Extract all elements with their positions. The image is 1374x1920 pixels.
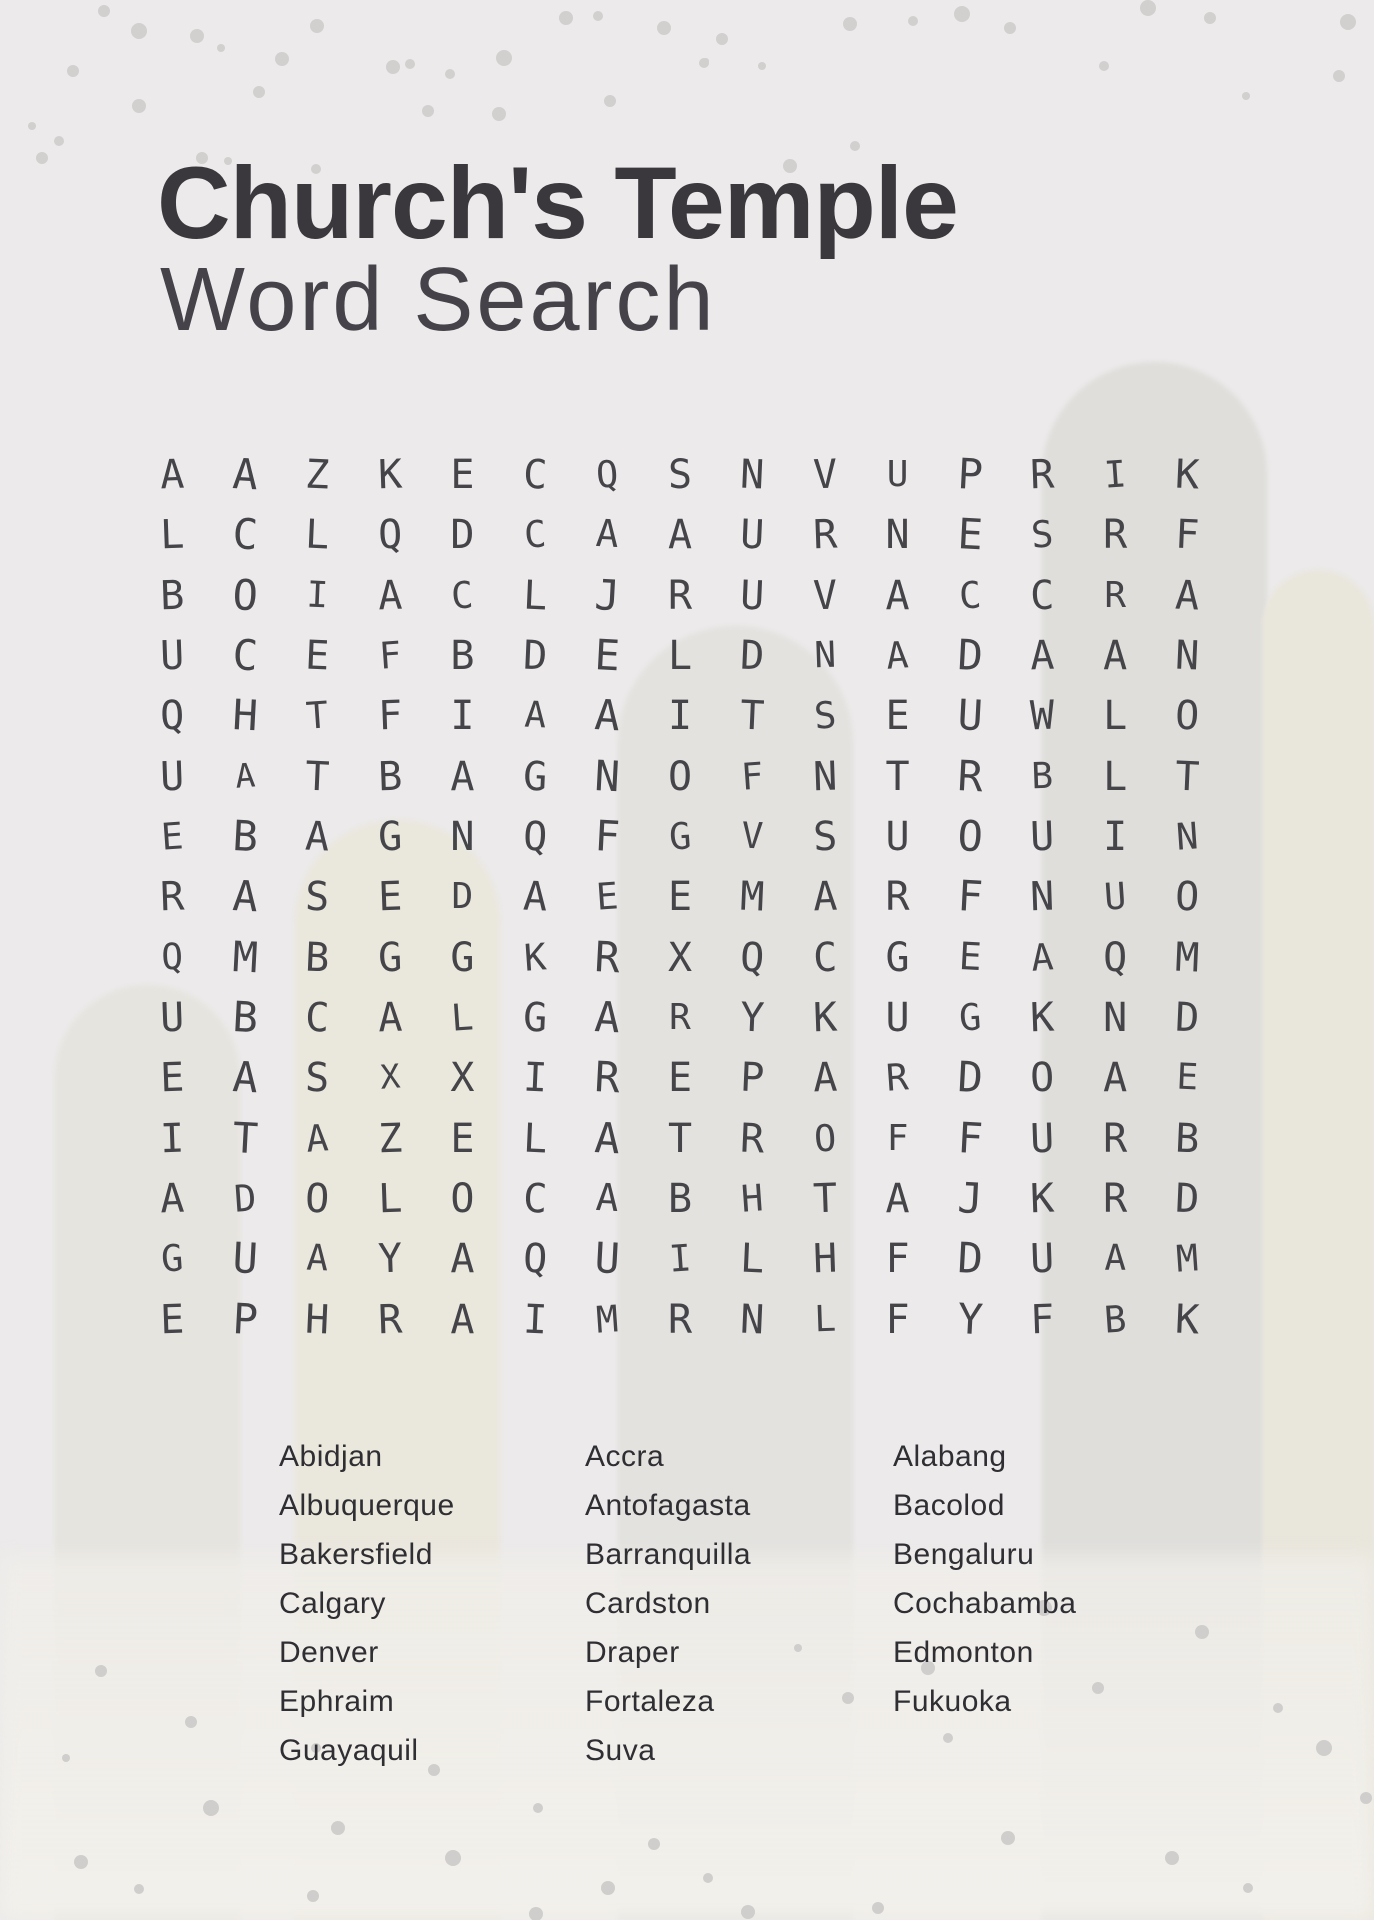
word-item: Albuquerque [279, 1489, 455, 1522]
grid-cell[interactable]: A [594, 512, 620, 558]
word-item: Accra [585, 1440, 665, 1473]
grid-cell[interactable]: C [957, 573, 983, 618]
grid-cell[interactable]: L [1103, 753, 1128, 800]
grid-cell[interactable]: U [885, 814, 910, 861]
grid-cell[interactable]: S [812, 694, 838, 739]
grid-cell[interactable]: C [812, 934, 838, 982]
grid-cell[interactable]: A [594, 1176, 620, 1221]
grid-cell[interactable]: F [956, 1114, 985, 1164]
grid-cell[interactable]: C [449, 573, 475, 618]
grid-cell[interactable]: M [1174, 934, 1201, 982]
grid-cell[interactable]: D [1174, 994, 1201, 1042]
grid-cell[interactable]: R [669, 997, 691, 1039]
grid-cell[interactable]: F [885, 1296, 910, 1343]
grid-cell[interactable]: A [377, 994, 403, 1042]
grid-cell[interactable]: T [230, 1114, 259, 1164]
grid-cell[interactable]: U [230, 1234, 259, 1285]
grid-cell[interactable]: Z [377, 1115, 403, 1163]
grid-cell[interactable]: R [667, 1296, 693, 1343]
grid-cell[interactable]: D [450, 512, 475, 559]
grid-cell[interactable]: T [885, 753, 910, 800]
grid-cell[interactable]: G [521, 753, 548, 801]
grid-cell[interactable]: C [1029, 572, 1056, 620]
grid-cell[interactable]: G [450, 934, 475, 981]
grid-cell[interactable]: B [667, 1176, 693, 1223]
grid-cell[interactable]: M [594, 1297, 620, 1342]
grid-cell[interactable]: U [159, 753, 186, 801]
grid-cell[interactable]: K [1174, 451, 1201, 499]
grid-cell[interactable]: E [377, 874, 403, 921]
grid-cell[interactable]: T [304, 694, 330, 739]
grid-cell[interactable]: P [230, 1295, 259, 1345]
grid-cell[interactable]: E [594, 875, 620, 920]
word-item: Draper [585, 1636, 680, 1669]
grid-cell[interactable]: A [1029, 632, 1056, 680]
grid-cell[interactable]: K [812, 994, 838, 1042]
grid-cell[interactable]: G [667, 815, 693, 860]
grid-cell[interactable]: K [1174, 1296, 1201, 1344]
grid-cell[interactable]: Q [1103, 934, 1128, 981]
grid-cell[interactable]: Q [377, 512, 403, 559]
grid-cell[interactable]: E [159, 815, 185, 860]
grid-cell[interactable]: N [593, 752, 622, 802]
grid-cell[interactable]: R [956, 752, 985, 802]
grid-cell[interactable]: U [739, 511, 766, 559]
grid-cell[interactable]: X [450, 1055, 475, 1102]
grid-cell[interactable]: A [521, 873, 548, 921]
grid-cell[interactable]: B [450, 633, 475, 680]
grid-cell[interactable]: B [377, 753, 403, 801]
grid-cell[interactable]: B [230, 812, 259, 862]
grid-cell[interactable]: E [667, 1055, 693, 1102]
grid-cell[interactable]: E [957, 935, 983, 980]
grid-cell[interactable]: O [304, 1175, 331, 1223]
grid-cell[interactable]: A [523, 695, 547, 737]
grid-cell[interactable]: A [230, 450, 259, 500]
grid-cell[interactable]: M [1175, 1237, 1201, 1282]
grid-cell[interactable]: K [1029, 994, 1056, 1042]
grid-cell[interactable]: F [377, 634, 403, 679]
grid-cell[interactable]: M [230, 933, 259, 983]
grid-cell[interactable]: A [1174, 572, 1201, 620]
grid-cell[interactable]: N [1174, 632, 1201, 680]
page-title: Church's Temple [157, 146, 958, 260]
grid-cell[interactable]: E [667, 874, 693, 921]
grid-cell[interactable]: Q [159, 693, 186, 740]
grid-cell[interactable]: B [230, 993, 259, 1043]
grid-cell[interactable]: F [377, 693, 403, 740]
grid-cell[interactable]: U [739, 572, 766, 620]
grid-cell[interactable]: I [1102, 453, 1128, 498]
grid-cell[interactable]: S [1030, 513, 1056, 558]
word-item: Guayaquil [279, 1734, 419, 1767]
grid-cell[interactable]: I [305, 574, 330, 617]
grid-cell[interactable]: D [521, 632, 548, 680]
grid-cell[interactable]: F [739, 754, 766, 799]
word-item: Denver [279, 1636, 379, 1669]
grid-cell[interactable]: H [812, 1236, 838, 1283]
grid-cell[interactable]: N [885, 512, 910, 559]
grid-cell[interactable]: O [1174, 873, 1201, 921]
word-item: Abidjan [279, 1440, 383, 1473]
grid-cell[interactable]: A [230, 872, 259, 923]
grid-cell[interactable]: N [739, 451, 766, 499]
grid-cell[interactable]: T [1174, 753, 1201, 801]
grid-cell[interactable]: R [1029, 451, 1056, 499]
grid-cell[interactable]: D [451, 876, 474, 918]
grid-cell[interactable]: A [885, 572, 910, 619]
grid-cell[interactable]: U [593, 1234, 622, 1285]
word-item: Antofagasta [585, 1489, 751, 1522]
grid-cell[interactable]: A [304, 1116, 330, 1161]
grid-cell[interactable]: Q [521, 813, 548, 861]
grid-cell[interactable]: E [1176, 1057, 1200, 1099]
grid-cell[interactable]: U [1029, 1236, 1056, 1283]
grid-cell[interactable]: R [885, 874, 910, 921]
grid-cell[interactable]: L [304, 511, 331, 559]
word-item: Barranquilla [585, 1538, 752, 1571]
grid-cell[interactable]: J [593, 571, 622, 621]
page-subtitle: Word Search [160, 250, 717, 350]
grid-cell[interactable]: C [304, 994, 331, 1042]
word-item: Suva [585, 1734, 656, 1767]
grid-cell[interactable]: R [885, 1056, 911, 1101]
grid-cell[interactable]: I [667, 1237, 693, 1282]
grid-cell[interactable]: K [1029, 1175, 1056, 1223]
grid-cell[interactable]: G [885, 934, 910, 981]
grid-cell[interactable]: I [1103, 814, 1128, 861]
grid-cell[interactable]: I [521, 1296, 548, 1344]
grid-cell[interactable]: A [1103, 1055, 1128, 1102]
grid-cell[interactable]: E [304, 632, 331, 680]
grid-cell[interactable]: I [159, 1115, 186, 1163]
grid-cell[interactable]: A [1103, 633, 1128, 680]
grid-cell[interactable]: F [956, 872, 985, 923]
grid-cell[interactable]: L [159, 512, 186, 559]
grid-cell[interactable]: L [449, 996, 475, 1041]
decorative-dots-bottom [0, 0, 12, 12]
grid-cell[interactable]: U [1102, 875, 1128, 920]
grid-cell[interactable]: E [885, 693, 910, 740]
word-item: Fukuoka [893, 1685, 1012, 1718]
grid-cell[interactable]: C [230, 510, 259, 561]
grid-cell[interactable]: C [522, 513, 548, 558]
grid-cell[interactable]: U [956, 691, 985, 742]
grid-cell[interactable]: I [667, 693, 693, 740]
grid-cell[interactable]: S [304, 873, 331, 921]
word-list-column [585, 1432, 751, 1775]
grid-cell[interactable]: O [1029, 1055, 1056, 1102]
grid-cell[interactable]: E [593, 631, 622, 681]
grid-cell[interactable]: B [304, 934, 331, 982]
grid-cell[interactable]: W [1029, 693, 1056, 740]
grid-cell[interactable]: A [159, 1175, 186, 1223]
grid-cell[interactable]: A [667, 512, 693, 559]
grid-cell[interactable]: R [1103, 1115, 1128, 1162]
grid-cell[interactable]: T [304, 753, 331, 801]
grid-cell[interactable]: F [1174, 511, 1201, 559]
grid-cell[interactable]: D [232, 1177, 258, 1222]
grid-cell[interactable]: A [593, 1114, 622, 1164]
grid-cell[interactable]: E [450, 1115, 475, 1162]
grid-cell[interactable]: N [1175, 815, 1201, 860]
grid-cell[interactable]: F [886, 1117, 909, 1159]
grid-cell[interactable]: Q [521, 1235, 548, 1283]
grid-cell[interactable]: F [885, 1236, 910, 1283]
grid-cell[interactable]: S [812, 813, 838, 861]
grid-cell[interactable]: N [739, 1296, 766, 1344]
word-item: Fortaleza [585, 1685, 715, 1718]
grid-cell[interactable]: O [667, 753, 693, 800]
grid-cell[interactable]: H [739, 1177, 766, 1222]
grid-cell[interactable]: M [739, 873, 766, 921]
grid-cell[interactable]: A [230, 1053, 259, 1104]
grid-cell[interactable]: N [813, 634, 837, 677]
grid-cell[interactable]: Q [739, 934, 766, 982]
grid-cell[interactable]: Y [377, 1236, 403, 1283]
grid-cell[interactable]: T [739, 692, 766, 740]
grid-cell[interactable]: D [739, 632, 766, 680]
grid-cell[interactable]: V [812, 451, 838, 499]
grid-cell[interactable]: E [159, 1055, 186, 1102]
grid-cell[interactable]: O [1174, 692, 1201, 740]
grid-cell[interactable]: A [812, 1055, 838, 1102]
grid-cell[interactable]: B [1031, 755, 1055, 798]
grid-cell[interactable]: A [377, 572, 403, 620]
grid-cell[interactable]: D [956, 631, 985, 681]
word-item: Calgary [279, 1587, 386, 1620]
grid-cell[interactable]: F [593, 812, 622, 862]
grid-cell[interactable]: E [159, 1296, 186, 1344]
grid-cell[interactable]: R [593, 1053, 622, 1104]
grid-cell[interactable]: Q [160, 936, 184, 979]
grid-cell[interactable]: E [956, 510, 985, 561]
grid-cell[interactable]: A [450, 1296, 475, 1343]
grid-cell[interactable]: L [521, 1115, 548, 1163]
grid-cell[interactable]: N [1103, 995, 1128, 1042]
grid-cell[interactable]: U [886, 454, 909, 496]
grid-cell[interactable]: H [230, 691, 259, 742]
grid-cell[interactable]: V [812, 572, 838, 620]
grid-cell[interactable]: N [450, 814, 475, 861]
grid-cell[interactable]: U [1029, 1115, 1056, 1163]
grid-cell[interactable]: A [885, 634, 911, 679]
grid-cell[interactable]: A [450, 753, 475, 800]
grid-cell[interactable]: F [1029, 1296, 1056, 1344]
grid-cell[interactable]: U [159, 632, 186, 680]
grid-cell[interactable]: L [813, 1298, 837, 1341]
word-item: Bengaluru [893, 1538, 1035, 1571]
grid-cell[interactable]: K [377, 451, 403, 499]
grid-cell[interactable]: A [233, 756, 257, 796]
grid-cell[interactable]: Z [304, 451, 331, 499]
grid-cell[interactable]: D [956, 1053, 985, 1104]
grid-cell[interactable]: L [521, 572, 548, 620]
grid-cell[interactable]: L [739, 1235, 766, 1283]
grid-cell[interactable]: E [450, 452, 475, 499]
grid-cell[interactable]: G [957, 996, 983, 1041]
grid-cell[interactable]: R [667, 572, 693, 619]
grid-cell[interactable]: B [1174, 1115, 1201, 1163]
grid-cell[interactable]: L [377, 1175, 403, 1223]
grid-cell[interactable]: A [885, 1176, 910, 1223]
grid-cell[interactable]: R [159, 874, 186, 921]
grid-cell[interactable]: A [450, 1236, 475, 1283]
grid-cell[interactable]: A [593, 691, 622, 742]
word-item: Cardston [585, 1587, 711, 1620]
grid-cell[interactable]: Q [594, 453, 620, 498]
grid-cell[interactable]: D [956, 1234, 985, 1285]
grid-cell[interactable]: G [159, 1237, 185, 1282]
grid-cell[interactable]: N [1029, 874, 1056, 921]
grid-cell[interactable]: O [230, 571, 259, 621]
grid-cell[interactable]: I [521, 1054, 548, 1102]
grid-cell[interactable]: C [230, 631, 259, 681]
grid-cell[interactable]: B [1102, 1297, 1128, 1342]
grid-cell[interactable]: R [593, 933, 622, 983]
word-item: Ephraim [279, 1685, 395, 1718]
grid-cell[interactable]: O [450, 1176, 475, 1223]
grid-cell[interactable]: A [159, 451, 186, 499]
grid-cell[interactable]: G [521, 994, 548, 1042]
grid-cell[interactable]: S [304, 1054, 331, 1102]
grid-cell[interactable]: O [956, 812, 985, 862]
grid-cell[interactable]: R [1103, 512, 1128, 559]
grid-cell[interactable]: X [378, 1058, 402, 1098]
grid-cell[interactable]: R [1103, 1176, 1128, 1223]
grid-cell[interactable]: L [667, 633, 693, 680]
grid-cell[interactable]: G [377, 813, 403, 861]
grid-cell[interactable]: L [1103, 693, 1128, 740]
grid-cell[interactable]: D [1174, 1175, 1201, 1223]
grid-cell[interactable]: I [450, 693, 475, 740]
grid-cell[interactable]: A [1104, 1238, 1127, 1280]
grid-cell[interactable]: T [667, 1115, 693, 1162]
grid-cell[interactable]: N [812, 753, 838, 801]
grid-cell[interactable]: G [377, 934, 403, 982]
word-item: Edmonton [893, 1636, 1034, 1669]
grid-cell[interactable]: C [521, 451, 548, 499]
word-grid [136, 445, 1224, 1350]
grid-cell[interactable]: X [667, 934, 693, 981]
grid-cell[interactable]: A [812, 874, 838, 921]
grid-cell[interactable]: T [812, 1175, 838, 1223]
grid-cell[interactable]: U [159, 994, 186, 1042]
grid-cell[interactable]: O [812, 1116, 838, 1161]
word-item: Alabang [893, 1440, 1007, 1473]
word-item: Cochabamba [893, 1587, 1077, 1620]
grid-cell[interactable]: Y [739, 994, 766, 1042]
grid-cell[interactable]: P [739, 1054, 766, 1102]
grid-cell[interactable]: A [305, 1238, 330, 1280]
grid-cell[interactable]: U [885, 995, 910, 1042]
grid-cell[interactable]: H [304, 1296, 331, 1344]
word-item: Bacolod [893, 1489, 1005, 1522]
grid-cell[interactable]: A [1030, 935, 1056, 980]
grid-cell[interactable]: R [377, 1296, 403, 1344]
word-item: Bakersfield [279, 1538, 433, 1571]
grid-cell[interactable]: J [956, 1174, 985, 1224]
grid-cell[interactable]: Y [956, 1295, 985, 1345]
grid-cell[interactable]: U [1029, 813, 1056, 861]
grid-cell[interactable]: R [1104, 574, 1127, 616]
grid-cell[interactable]: R [812, 512, 838, 559]
grid-cell[interactable]: C [521, 1175, 548, 1223]
grid-cell[interactable]: V [740, 815, 765, 858]
word-list-column [893, 1432, 1076, 1726]
word-list-column [279, 1432, 455, 1775]
grid-cell[interactable]: S [667, 452, 693, 499]
grid-cell[interactable]: B [159, 572, 186, 620]
grid-cell[interactable]: R [739, 1115, 766, 1163]
grid-cell[interactable]: A [593, 993, 622, 1043]
grid-cell[interactable]: P [956, 450, 985, 500]
grid-cell[interactable]: A [304, 813, 331, 861]
grid-cell[interactable]: K [522, 935, 548, 980]
